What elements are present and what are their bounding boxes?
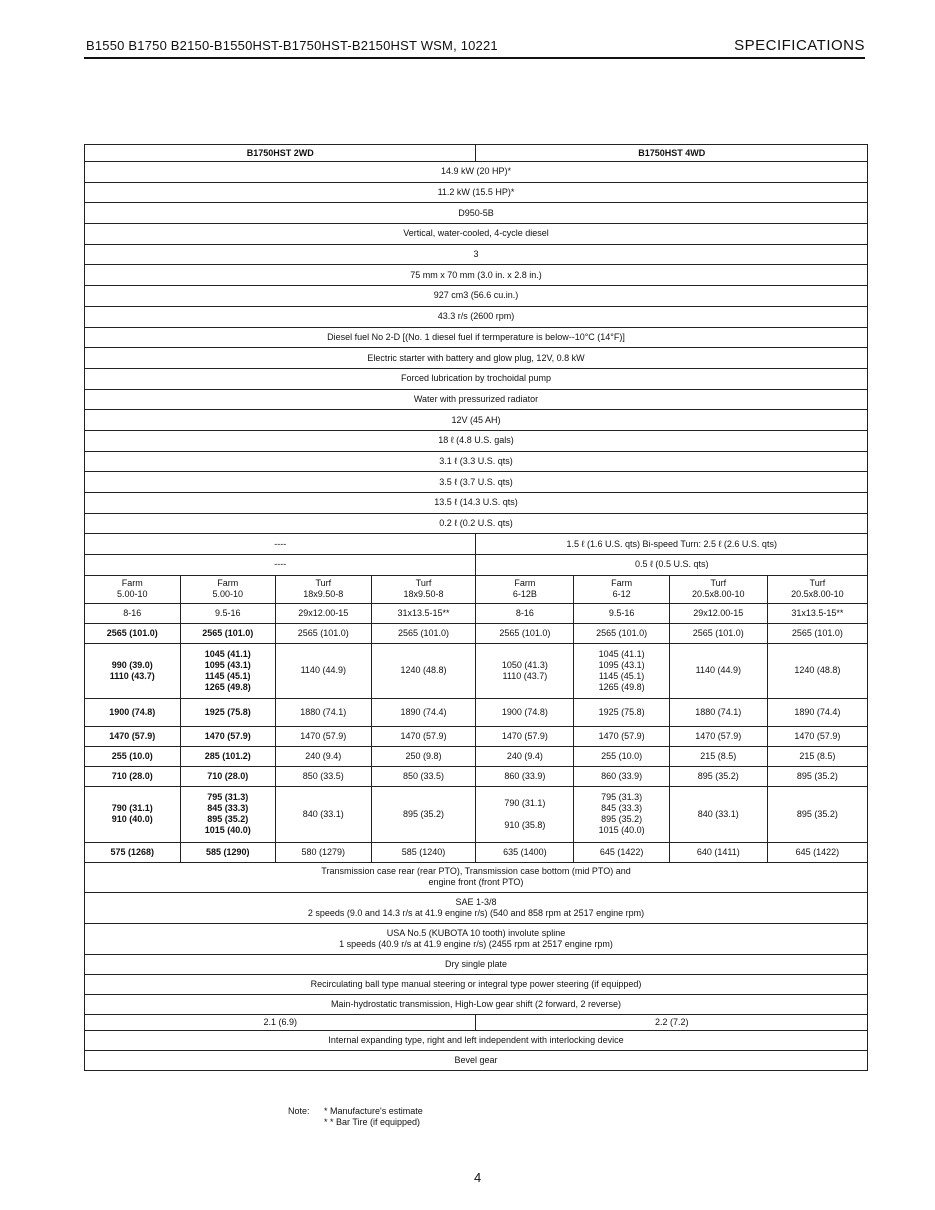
grid-cell: 860 (33.9) (476, 766, 574, 786)
spec-value-cell: 75 mm x 70 mm (3.0 in. x 2.8 in.) (85, 265, 868, 286)
table-row (85, 994, 868, 1014)
table-row (85, 575, 868, 603)
grid-cell: 2565 (101.0) (180, 623, 276, 643)
grid-cell: 860 (33.9) (574, 766, 670, 786)
grid-cell: 2565 (101.0) (85, 623, 181, 643)
grid-cell: 850 (33.5) (371, 766, 476, 786)
table-row (85, 623, 868, 643)
spec-value-cell: Forced lubrication by trochoidal pump (85, 368, 868, 389)
table-row (85, 472, 868, 493)
spec-value-cell: Recirculating ball type manual steering or integral type power steering (if equipped) (85, 974, 868, 994)
column-header-2wd: B1750HST 2WD (85, 145, 476, 162)
grid-cell: 1140 (44.9) (669, 643, 767, 698)
table-row (85, 224, 868, 245)
table-row (85, 162, 868, 183)
grid-cell: Turf 20.5x8.00-10 (669, 575, 767, 603)
grid-cell: 895 (35.2) (669, 766, 767, 786)
column-header-4wd: B1750HST 4WD (476, 145, 868, 162)
grid-cell: 215 (8.5) (669, 746, 767, 766)
grid-cell: 1470 (57.9) (371, 726, 476, 746)
spec-value-cell: Internal expanding type, right and left independent with interlocking device (85, 1030, 868, 1050)
footnote-item: * Manufacture's estimate (324, 1106, 423, 1116)
spec-value-4wd: 2.2 (7.2) (476, 1014, 868, 1030)
table-row (85, 368, 868, 389)
grid-cell: 31x13.5-15** (371, 603, 476, 623)
grid-cell: 1470 (57.9) (180, 726, 276, 746)
table-row (85, 265, 868, 286)
grid-cell: 1900 (74.8) (85, 698, 181, 726)
grid-cell: 710 (28.0) (180, 766, 276, 786)
table-row (85, 430, 868, 451)
grid-cell: Farm 6-12 (574, 575, 670, 603)
grid-cell: 255 (10.0) (574, 746, 670, 766)
table-row (85, 746, 868, 766)
table-row (85, 726, 868, 746)
grid-cell: 240 (9.4) (476, 746, 574, 766)
spec-value-cell: Water with pressurized radiator (85, 389, 868, 410)
spec-value-2wd: ---- (85, 555, 476, 576)
table-row (85, 643, 868, 698)
grid-cell: 9.5-16 (574, 603, 670, 623)
spec-value-cell: 12V (45 AH) (85, 410, 868, 431)
header-rule (84, 57, 865, 59)
footnote-label: Note: (288, 1106, 310, 1116)
grid-cell: 250 (9.8) (371, 746, 476, 766)
spec-value-cell: 11.2 kW (15.5 HP)* (85, 182, 868, 203)
grid-cell: Turf 18x9.50-8 (371, 575, 476, 603)
grid-cell: 795 (31.3) 845 (33.3) 895 (35.2) 1015 (40.0) (180, 786, 276, 842)
table-row (85, 513, 868, 534)
table-row (85, 786, 868, 842)
table-row (85, 534, 868, 555)
table-row (85, 451, 868, 472)
grid-cell: 575 (1268) (85, 842, 181, 862)
grid-cell: 29x12.00-15 (669, 603, 767, 623)
table-row (85, 327, 868, 348)
grid-cell: 585 (1240) (371, 842, 476, 862)
grid-cell: 1925 (75.8) (574, 698, 670, 726)
spec-value-cell: 0.2 ℓ (0.2 U.S. qts) (85, 513, 868, 534)
table-row (85, 954, 868, 974)
grid-cell: 840 (33.1) (669, 786, 767, 842)
grid-cell: 895 (35.2) (767, 786, 867, 842)
grid-cell: 215 (8.5) (767, 746, 867, 766)
grid-cell: 8-16 (85, 603, 181, 623)
spec-value-cell: D950-5B (85, 203, 868, 224)
table-row (85, 306, 868, 327)
grid-cell: Farm 5.00-10 (180, 575, 276, 603)
spec-value-cell: 14.9 kW (20 HP)* (85, 162, 868, 183)
grid-cell: 1470 (57.9) (669, 726, 767, 746)
footnote-item: * * Bar Tire (if equipped) (324, 1117, 421, 1127)
grid-cell: 9.5-16 (180, 603, 276, 623)
grid-cell: 2565 (101.0) (476, 623, 574, 643)
spec-value-4wd: 1.5 ℓ (1.6 U.S. qts) Bi-speed Turn: 2.5 ℓ (2.6 U.S. qts) (476, 534, 868, 555)
grid-cell: 895 (35.2) (767, 766, 867, 786)
grid-cell: 2565 (101.0) (371, 623, 476, 643)
table-row (85, 1050, 868, 1070)
grid-cell: 2565 (101.0) (574, 623, 670, 643)
table-row (85, 1014, 868, 1030)
table-row (85, 923, 868, 954)
grid-cell: 640 (1411) (669, 842, 767, 862)
table-row (85, 145, 868, 162)
grid-cell: Turf 18x9.50-8 (276, 575, 372, 603)
spec-value-4wd: 0.5 ℓ (0.5 U.S. qts) (476, 555, 868, 576)
grid-cell: 1045 (41.1) 1095 (43.1) 1145 (45.1) 1265 (49.8) (574, 643, 670, 698)
spec-value-cell: Main-hydrostatic transmission, High-Low gear shift (2 forward, 2 reverse) (85, 994, 868, 1014)
grid-cell: 1900 (74.8) (476, 698, 574, 726)
grid-cell: 795 (31.3) 845 (33.3) 895 (35.2) 1015 (40.0) (574, 786, 670, 842)
grid-cell: 240 (9.4) (276, 746, 372, 766)
grid-cell: 1240 (48.8) (371, 643, 476, 698)
spec-value-cell: 3.5 ℓ (3.7 U.S. qts) (85, 472, 868, 493)
grid-cell: 2565 (101.0) (767, 623, 867, 643)
table-row (85, 348, 868, 369)
grid-cell: 1050 (41.3) 1110 (43.7) (476, 643, 574, 698)
grid-cell: Turf 20.5x8.00-10 (767, 575, 867, 603)
table-row (85, 203, 868, 224)
grid-cell: 31x13.5-15** (767, 603, 867, 623)
grid-cell: 285 (101.2) (180, 746, 276, 766)
grid-cell: 1880 (74.1) (669, 698, 767, 726)
grid-cell: 2565 (101.0) (276, 623, 372, 643)
spec-value-cell: 13.5 ℓ (14.3 U.S. qts) (85, 493, 868, 514)
spec-value-cell: USA No.5 (KUBOTA 10 tooth) involute spline 1 speeds (40.9 r/s at 41.9 engine r/s) (2455 rpm at 2517 engine rpm) (85, 923, 868, 954)
grid-cell: 645 (1422) (574, 842, 670, 862)
header-section-title: SPECIFICATIONS (734, 37, 865, 54)
grid-cell: 255 (10.0) (85, 746, 181, 766)
grid-cell: 840 (33.1) (276, 786, 372, 842)
table-row (85, 1030, 868, 1050)
specifications-table-body (85, 145, 868, 1071)
table-row (85, 389, 868, 410)
grid-cell: 1890 (74.4) (371, 698, 476, 726)
spec-value-cell: 3 (85, 244, 868, 265)
grid-cell: 990 (39.0) 1110 (43.7) (85, 643, 181, 698)
spec-value-2wd: 2.1 (6.9) (85, 1014, 476, 1030)
spec-value-cell: Diesel fuel No 2-D [(No. 1 diesel fuel if termperature is below--10°C (14°F)] (85, 327, 868, 348)
table-row (85, 182, 868, 203)
grid-cell: 2565 (101.0) (669, 623, 767, 643)
table-row (85, 603, 868, 623)
grid-cell: 1925 (75.8) (180, 698, 276, 726)
grid-cell: 1470 (57.9) (476, 726, 574, 746)
grid-cell: 790 (31.1) 910 (35.8) (476, 786, 574, 842)
table-row (85, 892, 868, 923)
grid-cell: 1470 (57.9) (574, 726, 670, 746)
grid-cell: 1470 (57.9) (85, 726, 181, 746)
spec-value-cell: 43.3 r/s (2600 rpm) (85, 306, 868, 327)
spec-value-cell: SAE 1-3/8 2 speeds (9.0 and 14.3 r/s at 41.9 engine r/s) (540 and 858 rpm at 2517 engine rpm) (85, 892, 868, 923)
table-row (85, 286, 868, 307)
spec-value-cell: Bevel gear (85, 1050, 868, 1070)
spec-value-cell: 3.1 ℓ (3.3 U.S. qts) (85, 451, 868, 472)
grid-cell: 585 (1290) (180, 842, 276, 862)
spec-value-cell: 18 ℓ (4.8 U.S. gals) (85, 430, 868, 451)
grid-cell: 850 (33.5) (276, 766, 372, 786)
grid-cell: Farm 5.00-10 (85, 575, 181, 603)
grid-cell: 645 (1422) (767, 842, 867, 862)
grid-cell: 580 (1279) (276, 842, 372, 862)
grid-cell: 1880 (74.1) (276, 698, 372, 726)
grid-cell: 29x12.00-15 (276, 603, 372, 623)
grid-cell: 8-16 (476, 603, 574, 623)
table-row (85, 493, 868, 514)
table-row (85, 244, 868, 265)
grid-cell: 1140 (44.9) (276, 643, 372, 698)
grid-cell: 895 (35.2) (371, 786, 476, 842)
table-row (85, 410, 868, 431)
spec-value-cell: Dry single plate (85, 954, 868, 974)
grid-cell: 710 (28.0) (85, 766, 181, 786)
spec-value-cell: 927 cm3 (56.6 cu.in.) (85, 286, 868, 307)
spec-value-cell: Electric starter with battery and glow plug, 12V, 0.8 kW (85, 348, 868, 369)
grid-cell: 1470 (57.9) (276, 726, 372, 746)
grid-cell: 635 (1400) (476, 842, 574, 862)
table-row (85, 555, 868, 576)
table-row (85, 698, 868, 726)
grid-cell: 1890 (74.4) (767, 698, 867, 726)
specifications-table (84, 144, 868, 1071)
table-row (85, 766, 868, 786)
spec-value-2wd: ---- (85, 534, 476, 555)
grid-cell: Farm 6-12B (476, 575, 574, 603)
spec-value-cell: Vertical, water-cooled, 4-cycle diesel (85, 224, 868, 245)
grid-cell: 1470 (57.9) (767, 726, 867, 746)
grid-cell: 790 (31.1) 910 (40.0) (85, 786, 181, 842)
grid-cell: 1240 (48.8) (767, 643, 867, 698)
table-row (85, 842, 868, 862)
grid-cell: 1045 (41.1) 1095 (43.1) 1145 (45.1) 1265 (49.8) (180, 643, 276, 698)
page-number: 4 (474, 1170, 482, 1185)
table-row (85, 862, 868, 892)
spec-value-cell: Transmission case rear (rear PTO), Transmission case bottom (mid PTO) and engine front (front PTO) (85, 862, 868, 892)
table-row (85, 974, 868, 994)
header-document-id: B1550 B1750 B2150-B1550HST-B1750HST-B2150HST WSM, 10221 (86, 38, 498, 53)
